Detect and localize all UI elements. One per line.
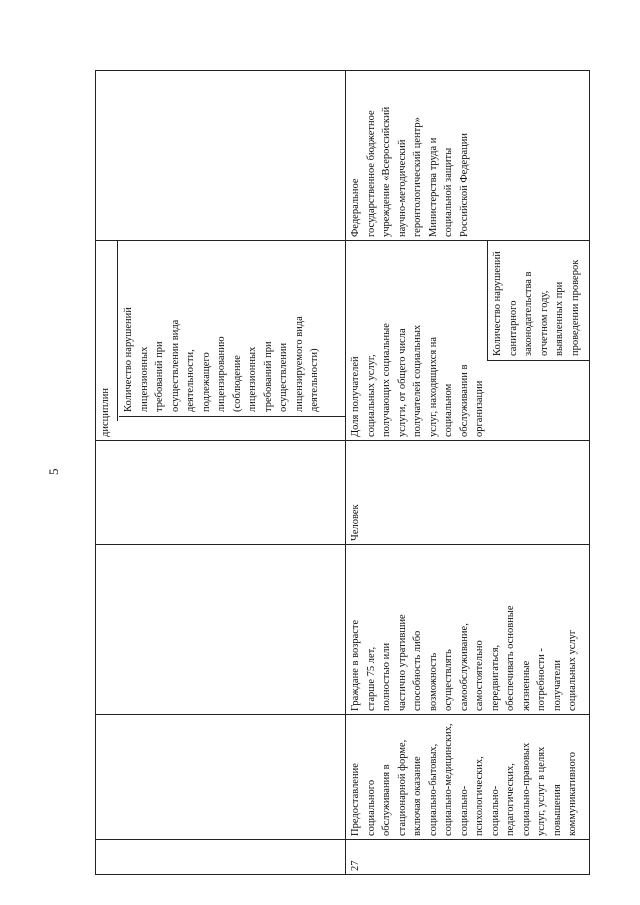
service-cell — [345, 715, 590, 840]
text-line: социальных услуг, — [365, 354, 377, 437]
column-divider — [345, 440, 590, 441]
text-line: потребности - — [536, 648, 547, 711]
text-line: государственное бюджетное — [365, 110, 377, 237]
number-cell — [95, 840, 345, 875]
text-line: социально-медицинских, — [443, 723, 454, 836]
institution-cell — [95, 70, 345, 241]
text-line: Доля получателей — [350, 356, 361, 437]
text-line: социально-правовых — [520, 742, 532, 836]
column-divider — [345, 839, 590, 840]
text-line: социально- — [489, 785, 501, 836]
text-line: обслуживания в — [381, 764, 392, 836]
text-line: обеспечивать основные — [505, 605, 516, 711]
text-line: отчетном году, — [538, 290, 550, 356]
column-divider — [345, 544, 590, 545]
text-line: лицензионных — [247, 346, 258, 412]
text-line: социальном — [443, 383, 454, 437]
text-line: социальной защиты — [443, 147, 454, 237]
text-line: повышения — [551, 784, 563, 836]
text-line: самообслуживание, — [458, 623, 470, 711]
column-divider — [95, 714, 345, 715]
text-line: психологических, — [474, 756, 485, 836]
text-line: организации — [474, 380, 485, 437]
text-line: законодательства в — [523, 271, 534, 356]
text-line: социально- — [458, 785, 470, 836]
text-line: деятельности, — [185, 349, 196, 412]
unit-text: Человек — [350, 504, 361, 541]
metric-share — [345, 241, 490, 441]
metric-violations — [487, 241, 590, 361]
text-line: осуществлении вида — [169, 319, 181, 412]
recipients-cell — [95, 545, 345, 715]
column-divider — [95, 544, 345, 545]
table-row-27 — [345, 70, 590, 875]
column-divider — [95, 440, 345, 441]
text-line: жизненные — [520, 660, 532, 711]
text-line: требований при — [262, 341, 274, 412]
text-line: самостоятельно — [474, 640, 485, 711]
text-line: включая оказание — [412, 756, 423, 836]
institution-cell — [345, 70, 590, 241]
text-line: Федеральное — [350, 178, 361, 237]
metric-title: дисциплин — [100, 388, 111, 437]
text-line: Количество нарушений — [492, 251, 503, 356]
text-line: обслуживании в — [458, 364, 470, 437]
text-line: стационарной форме, — [396, 739, 408, 836]
rotated-table — [95, 70, 590, 875]
text-line: выявленных при — [554, 281, 565, 356]
text-line: осуществлении — [278, 342, 289, 412]
text-line: научно-методический — [396, 139, 408, 237]
metrics-cell — [345, 241, 590, 441]
table-row-continued — [95, 70, 346, 875]
text-line: социальных услуг — [567, 629, 578, 711]
text-line: педагогических, — [505, 763, 516, 836]
text-line: подлежащего — [200, 352, 212, 412]
text-line: частично утратившие — [396, 614, 408, 711]
text-line: требований при — [154, 341, 165, 412]
recipients-cell — [345, 545, 590, 715]
metric-divider — [117, 241, 118, 421]
text-line: лицензированию — [216, 336, 227, 412]
text-line: Предоставление — [350, 763, 361, 836]
text-line: учреждение «Всероссийский — [381, 106, 392, 237]
unit-cell — [345, 441, 590, 545]
text-line: услуги, от общего числа — [396, 328, 408, 437]
text-line: проведении проверок — [569, 259, 581, 356]
text-line: Количество нарушений — [123, 307, 134, 412]
column-divider — [95, 240, 345, 241]
text-line: лицензионных — [138, 346, 150, 412]
text-line: (соблюдение — [231, 355, 243, 412]
page-number: 5 — [46, 468, 61, 475]
text-line: лицензируемого вида — [293, 316, 305, 412]
metric-list — [119, 241, 345, 417]
text-line: коммуникативного — [567, 751, 578, 836]
text-line: геронтологический центр» — [412, 117, 423, 237]
text-line: старше 75 лет, — [365, 646, 377, 711]
text-line: осуществлять — [443, 649, 454, 711]
column-divider — [345, 240, 590, 241]
text-line: услуг, услуг в целях — [536, 746, 547, 836]
text-line: социального — [365, 779, 377, 836]
text-line: Министерства труда и — [427, 137, 439, 237]
column-divider — [345, 714, 590, 715]
column-divider — [95, 839, 345, 840]
row-number-cell — [345, 840, 590, 875]
row-number: 27 — [350, 860, 361, 871]
text-line: получателей социальных — [412, 324, 423, 437]
metric-cell — [95, 241, 345, 441]
text-line: санитарного — [507, 300, 519, 356]
text-line: способность либо — [412, 630, 423, 711]
unit-cell — [95, 441, 345, 545]
service-cell — [95, 715, 345, 840]
text-line: деятельности) — [309, 348, 320, 412]
text-line: услуг, находящихся на — [427, 336, 439, 437]
text-line: получающих социальные — [381, 323, 392, 437]
text-line: Российской Федерации — [458, 133, 470, 237]
text-line: возможность — [427, 652, 439, 711]
text-line: социально-бытовых, — [427, 743, 439, 836]
text-line: получатели — [551, 660, 563, 711]
text-line: Граждане в возрасте — [350, 619, 361, 711]
text-line: полностью или — [381, 642, 392, 711]
text-line: передвигаться, — [489, 644, 501, 711]
